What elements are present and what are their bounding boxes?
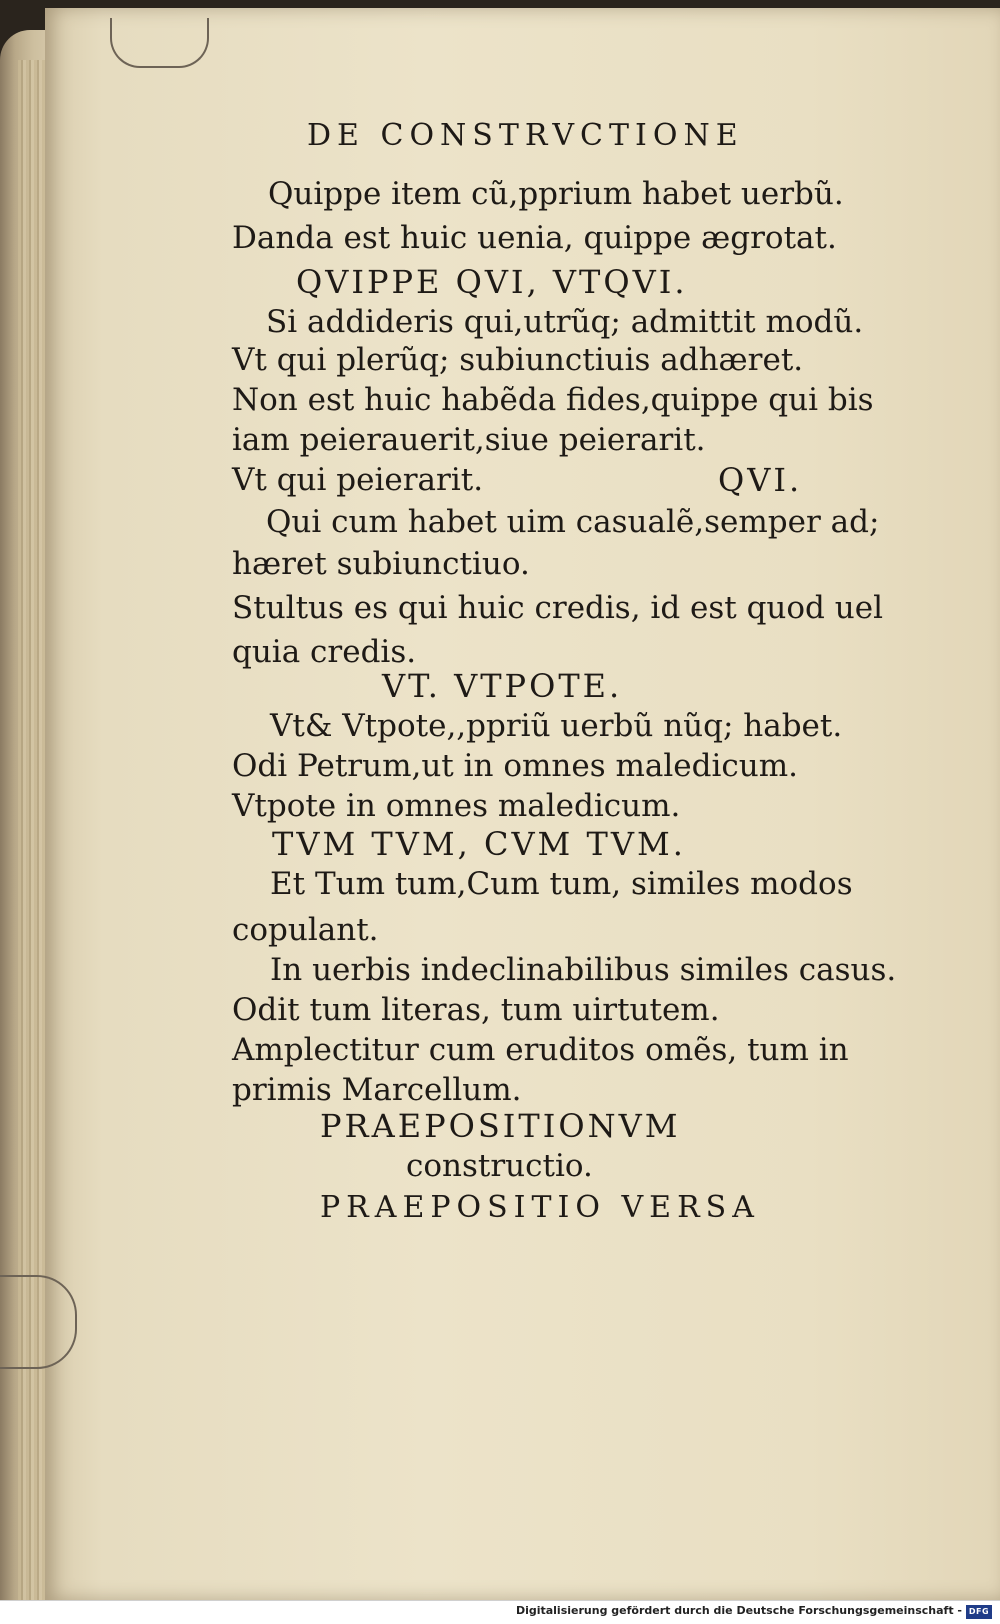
text-line: Non est huic habẽda fides,quippe qui bis <box>232 382 874 418</box>
text-line: quia credis. <box>232 634 417 670</box>
text-line: Odit tum literas, tum uirtutem. <box>232 992 720 1028</box>
text-line: Stultus es qui huic credis, id est quod uel <box>232 590 883 626</box>
section-heading: PRAEPOSITIONVM <box>320 1107 681 1145</box>
text-line: Vt qui peierarit. <box>232 462 484 498</box>
text-line: In uerbis indeclinabilibus similes casus. <box>270 952 897 988</box>
text-line: Danda est huic uenia, quippe ægrotat. <box>232 220 837 256</box>
section-heading: TVM TVM, CVM TVM. <box>272 825 686 863</box>
text-line: Odi Petrum,ut in omnes maledicum. <box>232 748 798 784</box>
text-line: Vt& Vtpote,,ppriũ uerbũ nũq; habet. <box>270 708 843 744</box>
section-heading: PRAEPOSITIO VERSA <box>320 1190 760 1225</box>
text-line: Vtpote in omnes maledicum. <box>232 788 681 824</box>
text-line: Amplectitur cum eruditos omẽs, tum in <box>232 1032 849 1068</box>
section-heading: QVIPPE QVI, VTQVI. <box>296 263 688 301</box>
section-heading: VT. VTPOTE. <box>382 667 623 705</box>
page-header: DE CONSTRVCTIONE <box>307 118 744 153</box>
section-heading: QVI. <box>718 461 803 499</box>
text-line: primis Marcellum. <box>232 1072 522 1108</box>
text-line: Qui cum habet uim casualẽ,semper ad; <box>266 504 880 540</box>
text-line: constructio. <box>406 1148 593 1184</box>
dfg-logo: DFG <box>966 1605 992 1619</box>
footer-credit: Digitalisierung gefördert durch die Deutsche Forschungsgemeinschaft - <box>515 1604 962 1617</box>
text-line: hæret subiunctiuo. <box>232 546 530 582</box>
text-line: copulant. <box>232 912 379 948</box>
text-line: iam peierauerit,siue peierarit. <box>232 422 706 458</box>
footer-bar <box>0 1600 1000 1624</box>
text-line: Quippe item cũ,pprium habet uerbũ. <box>268 176 844 212</box>
text-line: Et Tum tum,Cum tum, similes modos <box>270 866 853 902</box>
text-line: Vt qui plerũq; subiunctiuis adhæret. <box>232 342 804 378</box>
text-line: Si addideris qui,utrũq; admittit modũ. <box>266 304 864 340</box>
